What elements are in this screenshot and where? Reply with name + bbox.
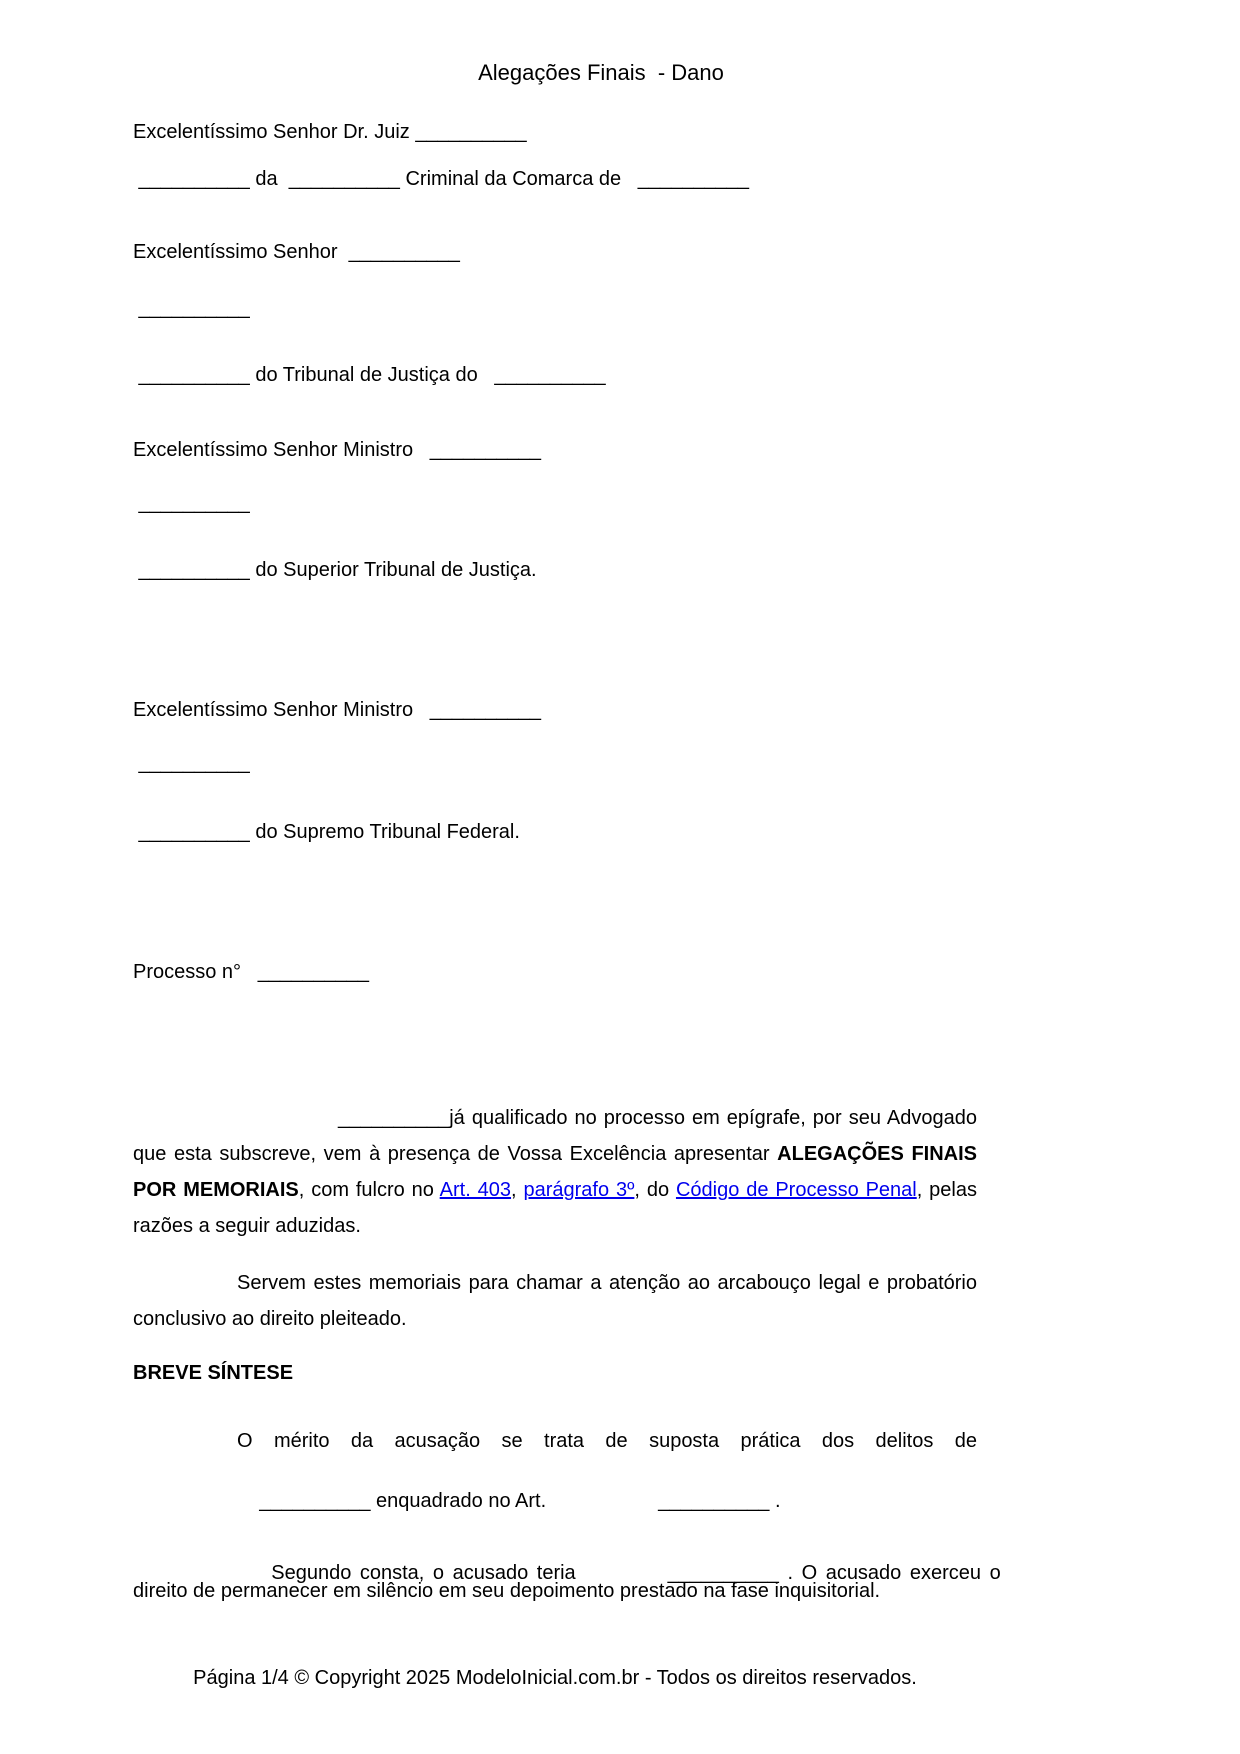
address-line-senhor: Excelentíssimo Senhor __________ [133,241,460,263]
link-art-403[interactable]: Art. 403 [439,1179,512,1201]
document-title: Alegações Finais - Dano [478,60,724,85]
artigo-blank: __________ [658,1490,770,1512]
link-paragrafo-3[interactable]: parágrafo 3º [523,1179,635,1201]
intro-text-5: , pelas razões a seguir aduzidas. [133,1179,977,1237]
period-text: . [769,1490,781,1512]
page-footer: Página 1/4 © Copyright 2025 ModeloInicial.com.br - Todos os direitos reservados. [193,1667,917,1689]
address-line-blank-3: __________ [133,752,250,774]
address-line-tribunal-justica: __________ do Tribunal de Justiça do __________ [133,364,606,386]
segundo-consta-text: Segundo consta, o acusado teria [271,1562,576,1584]
intro-paragraph [133,1100,977,1244]
address-line-stj: __________ do Superior Tribunal de Justiça. [133,559,537,581]
process-number-line: Processo n° __________ [133,961,369,983]
link-codigo-processo-penal[interactable]: Código de Processo Penal [675,1179,917,1201]
address-line-blank-1: __________ [133,297,250,319]
conduta-blank: __________ [667,1562,779,1584]
merito-paragraph-line-1: O mérito da acusação se trata de suposta prática dos delitos de [237,1430,977,1452]
section-heading-breve-sintese: BREVE SÍNTESE [133,1362,294,1384]
delito-blank: __________ [259,1490,371,1512]
enquadrado-text: enquadrado no Art. [370,1490,547,1512]
address-line-ministro-1: Excelentíssimo Senhor Ministro __________ [133,439,542,461]
intro-text-4: , do [634,1179,676,1201]
address-line-stf: __________ do Supremo Tribunal Federal. [133,821,520,843]
address-line-ministro-2: Excelentíssimo Senhor Ministro __________ [133,699,542,721]
memoriais-paragraph: Servem estes memoriais para chamar a atenção ao arcabouço legal e probatório conclusivo ao direito pleiteado. [133,1272,977,1330]
merito-paragraph-line-2 [133,1465,1081,1537]
intro-text-1: já qualificado no processo em epígrafe, por seu Advogado que esta subscreve, vem à presença de Vossa Excelência apresentar [133,1107,977,1165]
address-line-comarca: __________ da __________ Criminal da Comarca de __________ [133,168,750,190]
address-line-juiz: Excelentíssimo Senhor Dr. Juiz __________ [133,121,527,143]
alegacoes-finais-bold: ALEGAÇÕES FINAIS POR MEMORIAIS [133,1143,977,1201]
tab-gap [546,1506,658,1507]
segundo-consta-line-2: direito de permanecer em silêncio em seu depoimento prestado na fase inquisitorial. [133,1580,881,1602]
party-name-blank: __________ [338,1107,450,1129]
address-line-blank-2: __________ [133,492,250,514]
intro-text-2: , com fulcro no [298,1179,440,1201]
intro-text-3: , [511,1179,524,1201]
acusado-exerceu-text: . O acusado exerceu o [778,1562,1001,1584]
